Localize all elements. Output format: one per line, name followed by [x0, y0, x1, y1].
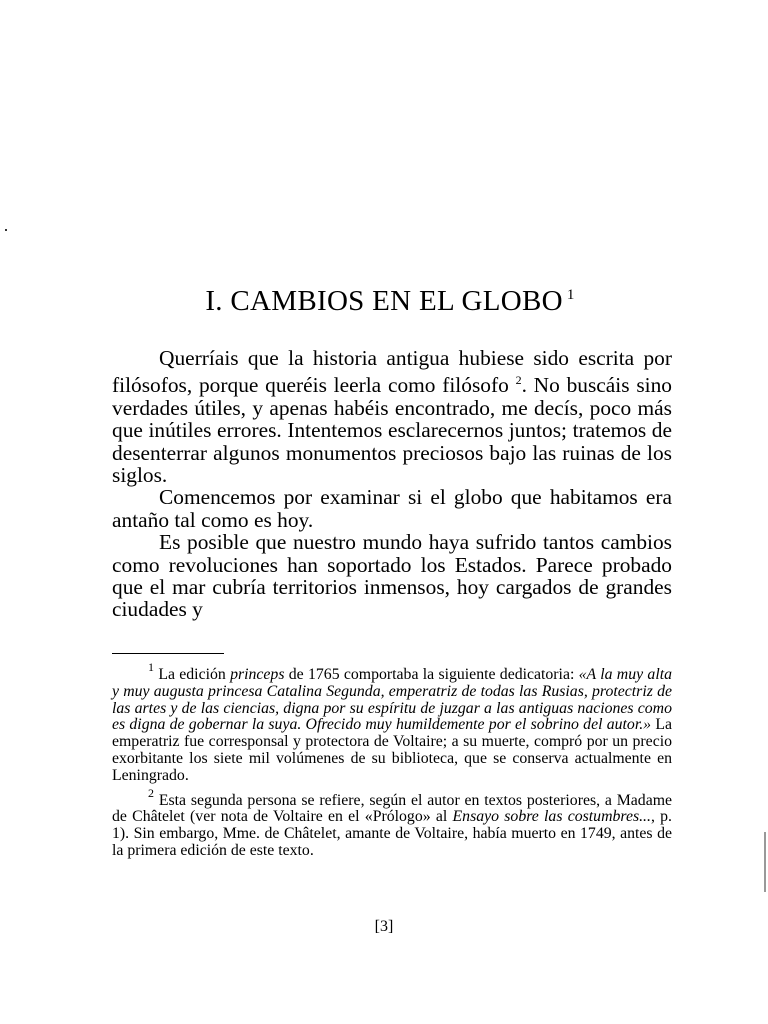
paragraph-2: Comencemos por examinar si el globo que habitamos era antaño tal como es hoy. [112, 485, 672, 532]
footnote-2 [112, 785, 672, 860]
chapter-title-text: I. CAMBIOS EN EL GLOBO [205, 285, 563, 317]
footnote-2-marker: 2 [148, 785, 154, 800]
footnote-2-text-b: , p. 1). Sin embargo, Mme. de Châtelet, amante de Voltaire, había muerto en 1749, antes de la primera edición de este texto. [112, 808, 672, 859]
footnote-ref-2: 2 [515, 373, 522, 388]
paragraph-3: Es posible que nuestro mundo haya sufrido tantos cambios como revoluciones han soportado los Estados. Parece probado que el mar cubría territorios inmensos, hoy cargados de grandes ciudades y [112, 530, 672, 622]
scan-edge-artifact [764, 832, 766, 892]
footnote-1-text-c: La emperatriz fue corresponsal y protectora de Voltaire; a su muerte, compró por un precio exorbitante los siete mil volúmenes de su biblioteca, que se conserva actualmente en Leningrado. [112, 716, 672, 784]
footnote-1 [112, 659, 672, 785]
title-footnote-marker: 1 [566, 287, 575, 303]
paragraph-1 [112, 347, 672, 486]
footnote-1-dedication: «A la muy alta y muy augusta princesa Catalina Segunda, emperatriz de todas las Rusias, protectriz de las artes y de las ciencias, digna por su espíritu de juzgar a las antiguas naciones como es digna de gobernar la suya. Ofrecido muy humildemente por el sobrino del autor.» [112, 666, 673, 734]
footnotes [112, 659, 672, 860]
page-number: [3] [374, 918, 394, 935]
footnote-1-text-a: La edición [158, 666, 231, 683]
footnote-1-text-b: de 1765 comportaba la siguiente dedicatoria: [284, 666, 579, 683]
paragraph-1-text-b: . No buscáis sino verdades útiles, y apenas habéis encontrado, me decís, poco más que inútiles errores. Intentemos esclarecernos juntos; tratemos de desenterrar algunos monumentos preciosos bajo las ruinas de los siglos. [112, 373, 672, 488]
footnote-2-italic-title: Ensayo sobre las costumbres... [452, 808, 651, 826]
footnote-separator [112, 653, 224, 654]
footnote-1-italic-a: princeps [230, 666, 285, 683]
footnote-1-marker: 1 [148, 660, 154, 674]
body-text [112, 347, 672, 621]
paragraph-1-text-a: Querríais que la historia antigua hubiese sido escrita por filósofos, porque queréis leerla como filósofo [112, 346, 672, 398]
chapter-title [110, 275, 670, 321]
footnote-2-text-a: Esta segunda persona se refiere, según el autor en textos posteriores, a Madame de Châtelet (ver nota de Voltaire en el «Prólogo» al [112, 791, 672, 826]
scan-artifact [5, 229, 7, 231]
